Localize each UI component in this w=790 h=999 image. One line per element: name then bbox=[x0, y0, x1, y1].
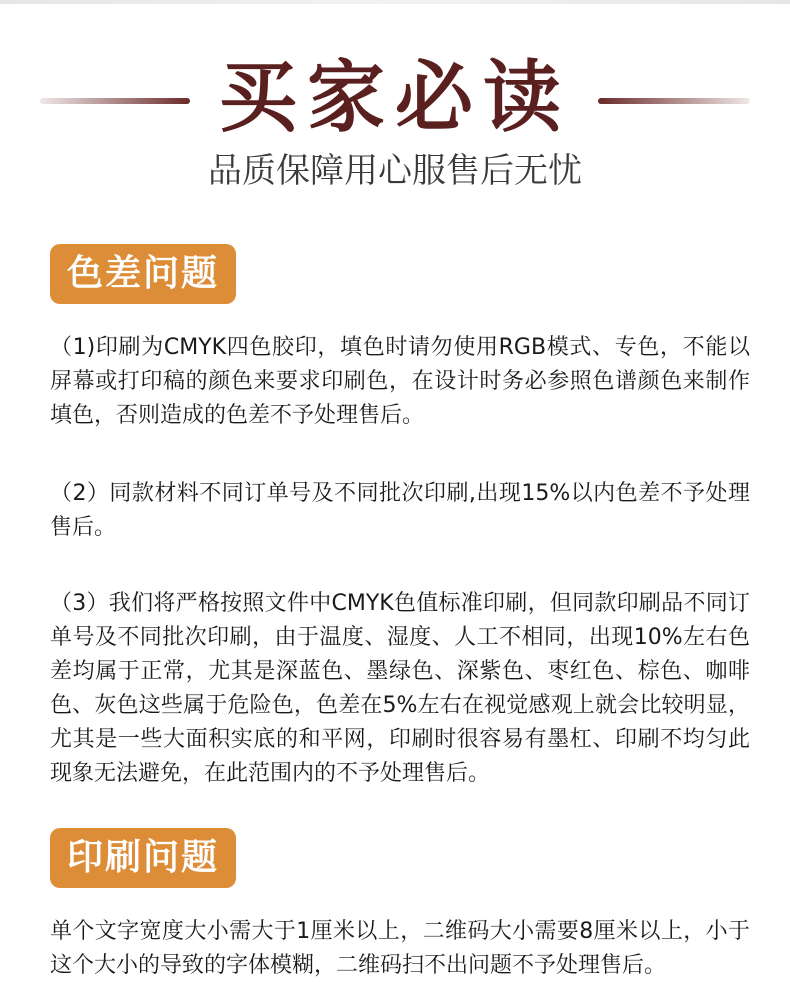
printing-paragraph-1: 单个文字宽度大小需大于1厘米以上，二维码大小需要8厘米以上，小于这个大小的导致的字体模糊，二维码扫不出问题不予处理售后。 bbox=[50, 919, 750, 978]
section-heading-printing: 印刷问题 bbox=[50, 828, 236, 888]
page-title: 买家必读 bbox=[218, 53, 571, 143]
color-paragraph-1: （1)印刷为CMYK四色胶印，填色时请勿使用RGB模式、专色，不能以屏幕或打印稿的颜色来要求印刷色，在设计时务必参照色谱颜色来制作填色，否则造成的色差不予处理售后。 bbox=[50, 335, 750, 428]
page-subtitle: 品质保障用心服售后无忧 bbox=[208, 151, 582, 191]
section-heading-color-difference: 色差问题 bbox=[50, 244, 236, 304]
top-divider bbox=[0, 0, 790, 4]
color-paragraph-3: （3）我们将严格按照文件中CMYK色值标准印刷，但同款印刷品不同订单号及不同批次印刷，由于温度、湿度、人工不相同，出现10%左右色差均属于正常，尤其是深蓝色、墨绿色、深紫色、枣红色、棕色、咖啡色、灰色这些属于危险色，色差在5%左右在视觉感观上就会比较明显，尤其是一些大面积实底的和平网，印刷时很容易有墨杠、印刷不均匀此现象无法避免，在此范围内的不予处理售后。 bbox=[50, 591, 750, 786]
color-paragraph-2: （2）同款材料不同订单号及不同批次印刷,出现15%以内色差不予处理售后。 bbox=[50, 481, 750, 540]
